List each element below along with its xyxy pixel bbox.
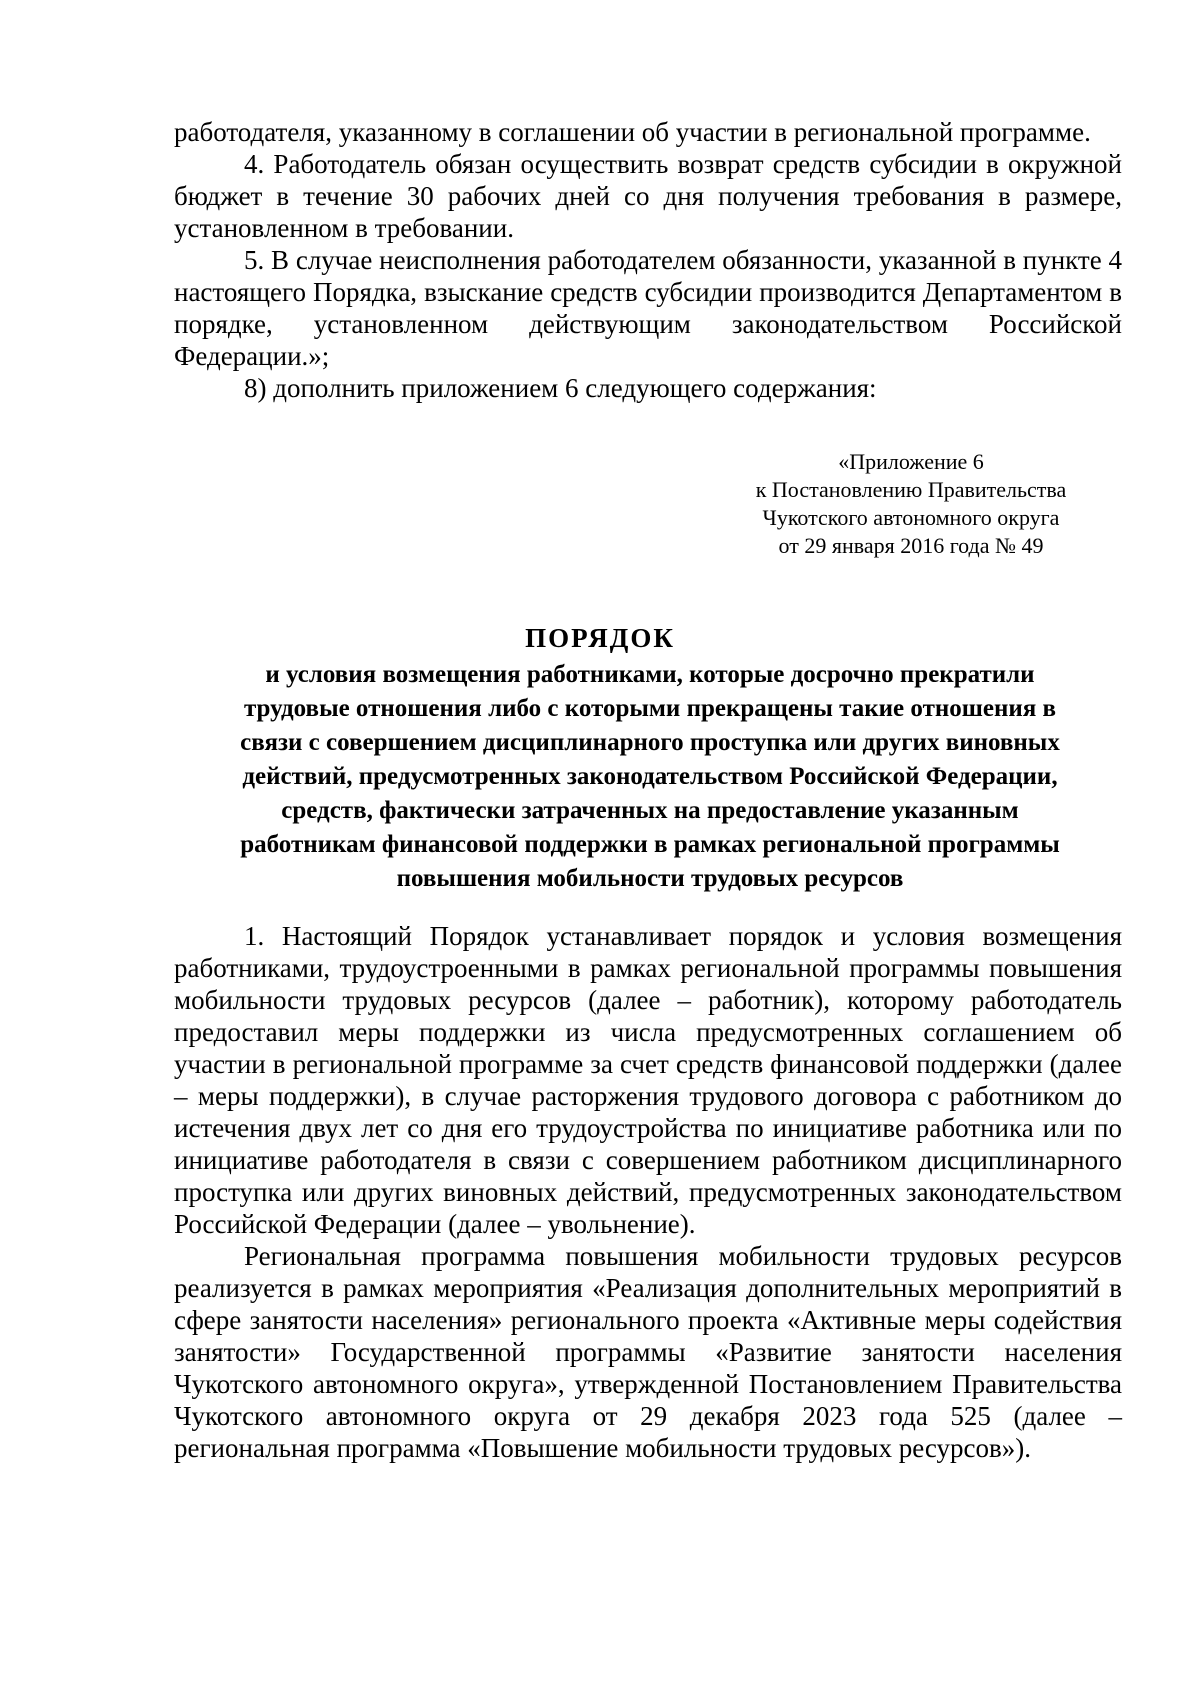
appendix-line-4: от 29 января 2016 года № 49 bbox=[778, 533, 1044, 558]
subtitle-line: работникам финансовой поддержки в рамках региональной программы bbox=[240, 831, 1060, 858]
appendix-line-3: Чукотского автономного округа bbox=[762, 505, 1060, 530]
appendix-line-2: к Постановлению Правительства bbox=[755, 477, 1067, 502]
appendix-header bbox=[726, 448, 1096, 560]
bottom-text-block bbox=[174, 920, 1122, 1464]
subtitle-line: связи с совершением дисциплинарного проступка или других виновных bbox=[240, 729, 1060, 756]
document-title: ПОРЯДОК bbox=[525, 623, 675, 653]
paragraph-item-5: 5. В случае неисполнения работодателем обязанности, указанной в пункте 4 настоящего Порядка, взыскание средств субсидии производится Департаментом в порядке, установленном действующим законодательством Российской Федерации.»; bbox=[174, 245, 1122, 371]
paragraph-regional-program: Региональная программа повышения мобильности трудовых ресурсов реализуется в рамках мероприятия «Реализация дополнительных мероприятий в сфере занятости населения» регионального проекта «Активные меры содействия занятости» Государственной программы «Развитие занятости населения Чукотского автономного округа», утвержденной Постановлением Правительства Чукотского автономного округа от 29 декабря 2023 года 525 (далее – региональная программа «Повышение мобильности трудовых ресурсов»). bbox=[174, 1241, 1122, 1463]
paragraph-continuation: работодателя, указанному в соглашении об участии в региональной программе. bbox=[174, 117, 1091, 147]
subtitle-line: действий, предусмотренных законодательством Российской Федерации, bbox=[242, 763, 1058, 790]
appendix-line-1: «Приложение 6 bbox=[838, 449, 984, 474]
paragraph-item-4: 4. Работодатель обязан осуществить возврат средств субсидии в окружной бюджет в течение 30 рабочих дней со дня получения требования в размере, установленном в требовании. bbox=[174, 149, 1122, 243]
document-subtitle bbox=[160, 658, 1140, 896]
subtitle-line: и условия возмещения работниками, которые досрочно прекратили bbox=[265, 661, 1035, 688]
paragraph-item-8: 8) дополнить приложением 6 следующего содержания: bbox=[244, 373, 877, 403]
subtitle-line: повышения мобильности трудовых ресурсов bbox=[396, 865, 904, 892]
subtitle-line: трудовые отношения либо с которыми прекращены такие отношения в bbox=[243, 695, 1057, 722]
paragraph-item-1: 1. Настоящий Порядок устанавливает порядок и условия возмещения работниками, трудоустроенными в рамках региональной программы повышения мобильности трудовых ресурсов (далее – работник), которому работодатель предоставил меры поддержки из числа предусмотренных соглашением об участии в региональной программе за счет средств финансовой поддержки (далее – меры поддержки), в случае расторжения трудового договора с работником до истечения двух лет со дня его трудоустройства по инициативе работника или по инициативе работодателя в связи с совершением работником дисциплинарного проступка или других виновных действий, предусмотренных законодательством Российской Федерации (далее – увольнение). bbox=[174, 921, 1122, 1239]
subtitle-line: средств, фактически затраченных на предоставление указанным bbox=[281, 797, 1019, 824]
top-text-block bbox=[174, 116, 1122, 404]
